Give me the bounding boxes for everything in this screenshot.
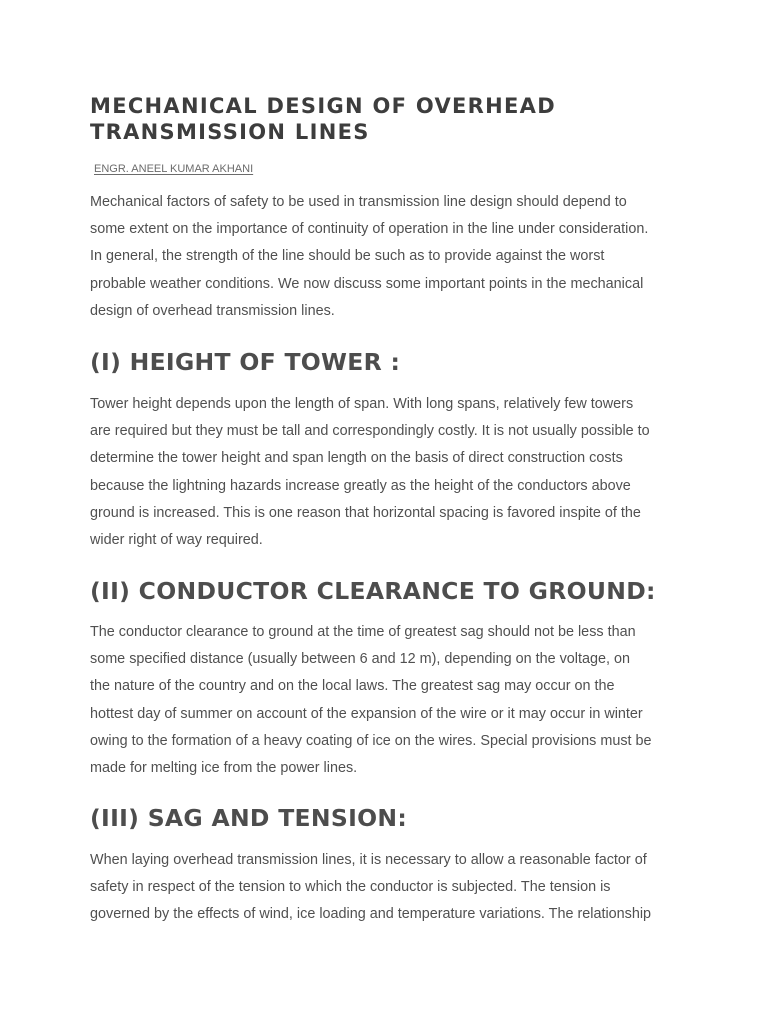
section-heading-conductor-clearance: (II) CONDUCTOR CLEARANCE TO GROUND: xyxy=(90,577,656,605)
text-line: hottest day of summer on account of the expansion of the wire or it may occur in winter xyxy=(90,705,643,722)
text-line: When laying overhead transmission lines, it is necessary to allow a reasonable factor of xyxy=(90,852,647,868)
text-line: the nature of the country and on the local laws. The greatest sag may occur on the xyxy=(90,678,615,695)
text-line: wider right of way required. xyxy=(90,532,263,549)
text-line: made for melting ice from the power lines. xyxy=(90,760,358,777)
text-line: determine the tower height and span length on the basis of direct construction costs xyxy=(90,450,623,467)
section-heading-sag-and-tension: (III) SAG AND TENSION: xyxy=(90,804,408,832)
text-line: Tower height depends upon the length of span. With long spans, relatively few towers xyxy=(90,396,634,412)
text-line: ground is increased. This is one reason that horizontal spacing is favored inspite of the xyxy=(90,504,641,521)
text-line: safety in respect of the tension to which the conductor is subjected. The tension is xyxy=(90,879,611,896)
text-line: design of overhead transmission lines. xyxy=(90,302,335,319)
text-line: some extent on the importance of continuity of operation in the line under consideration. xyxy=(90,221,649,238)
text-line: The conductor clearance to ground at the time of greatest sag should not be less than xyxy=(90,624,636,640)
section-paragraph-sag-and-tension xyxy=(90,847,685,929)
text-line: governed by the effects of wind, ice loading and temperature variations. The relationship xyxy=(90,906,652,923)
title-line: TRANSMISSION LINES xyxy=(90,120,370,144)
text-line: In general, the strength of the line should be such as to provide against the worst xyxy=(90,248,605,265)
text-line: because the lightning hazards increase greatly as the height of the conductors above xyxy=(90,477,631,494)
text-line: owing to the formation of a heavy coating of ice on the wires. Special provisions must be xyxy=(90,732,652,749)
author-link[interactable]: ENGR. ANEEL KUMAR AKHANI xyxy=(94,163,254,175)
intro-paragraph xyxy=(90,189,685,325)
text-line: some specified distance (usually between 6 and 12 m), depending on the voltage, on xyxy=(90,651,631,668)
section-heading-height-of-tower: (I) HEIGHT OF TOWER : xyxy=(90,348,401,376)
title-line: MECHANICAL DESIGN OF OVERHEAD xyxy=(90,94,556,118)
section-paragraph-conductor-clearance xyxy=(90,619,685,782)
text-line: Mechanical factors of safety to be used in transmission line design should depend to xyxy=(90,194,627,210)
document-title xyxy=(90,93,710,145)
section-paragraph-height-of-tower xyxy=(90,391,685,554)
text-line: probable weather conditions. We now discuss some important points in the mechanical xyxy=(90,275,644,292)
text-line: are required but they must be tall and correspondingly costly. It is not usually possible to xyxy=(90,423,650,440)
